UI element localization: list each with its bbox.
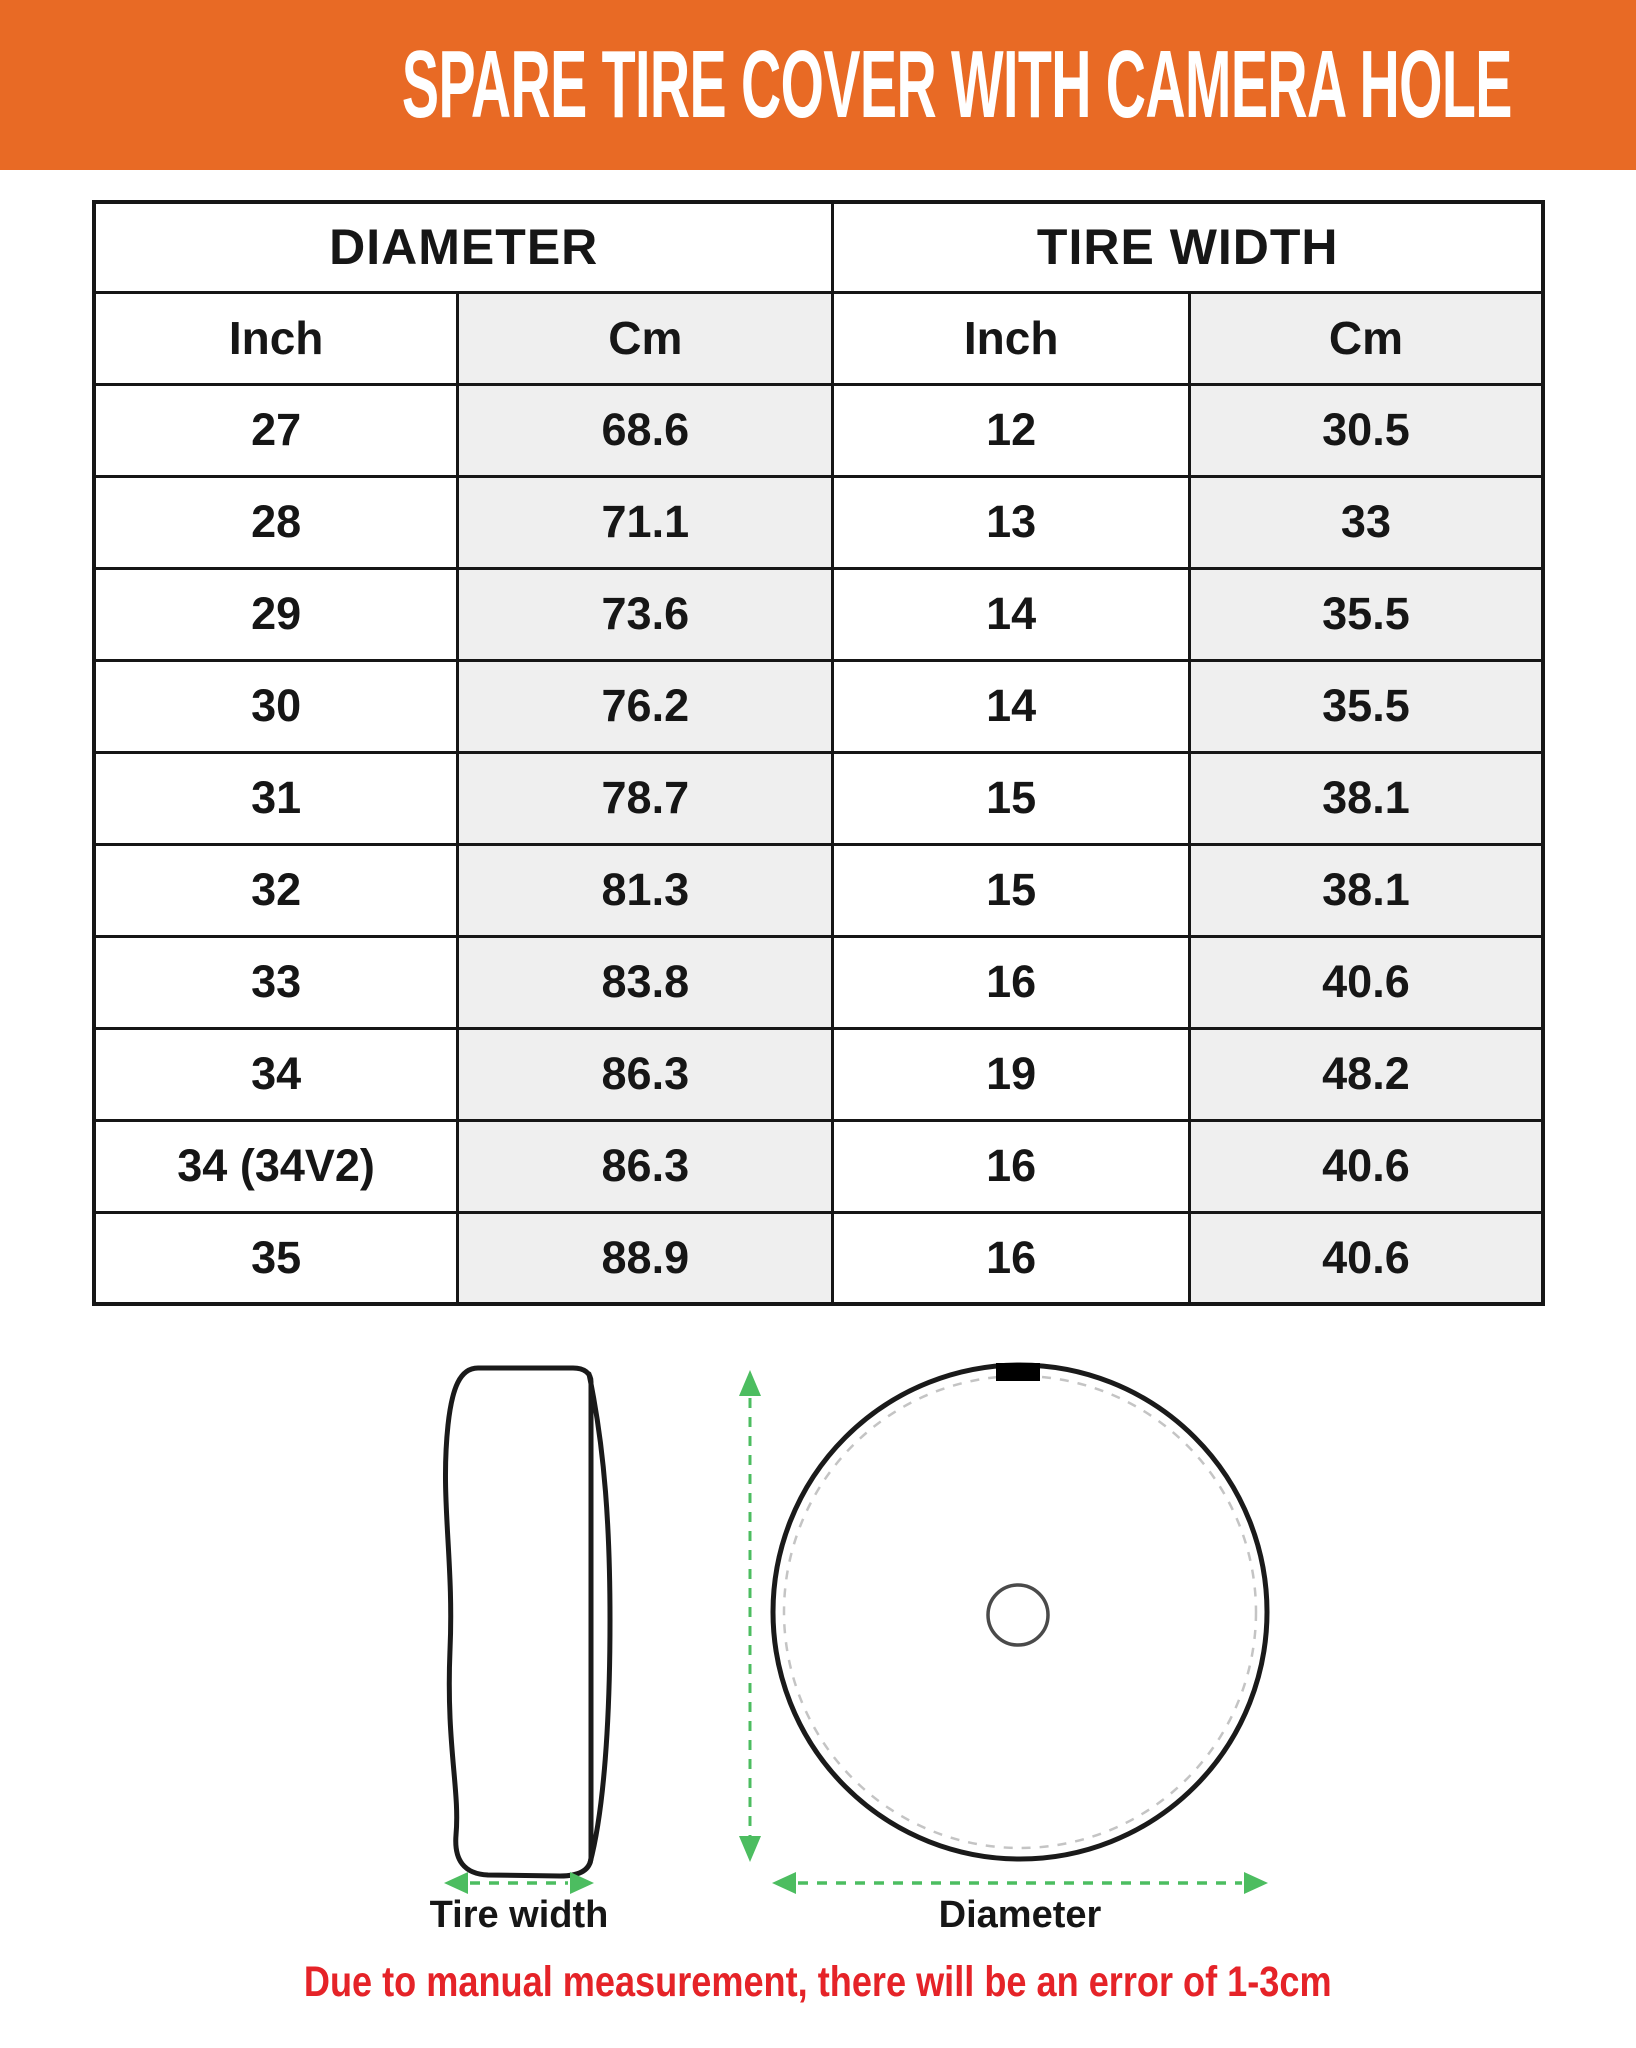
table-cell: 33 [1189,476,1543,568]
table-cell: 29 [94,568,458,660]
table-cell: 35.5 [1189,568,1543,660]
col-header-width-inch: Inch [833,292,1189,384]
tire-width-label: Tire width [429,1894,609,1936]
table-cell: 28 [94,476,458,568]
table-cell: 34 [94,1028,458,1120]
column-header-row [94,292,1543,384]
size-table-body [94,384,1543,1304]
col-header-diameter-inch: Inch [94,292,458,384]
table-cell: 19 [833,1028,1189,1120]
table-cell: 86.3 [458,1120,833,1212]
diameter-label: Diameter [938,1894,1102,1936]
table-cell: 76.2 [458,660,833,752]
measurement-note-text: Due to manual measurement, there will be an error of 1-3cm [304,1958,1332,2006]
hub-hole [988,1585,1048,1645]
table-cell: 15 [833,752,1189,844]
table-cell: 13 [833,476,1189,568]
table-cell: 68.6 [458,384,833,476]
table-cell: 88.9 [458,1212,833,1304]
col-header-diameter-cm: Cm [458,292,833,384]
table-cell: 16 [833,1120,1189,1212]
diameter-arrow [772,1872,1268,1894]
table-cell: 38.1 [1189,844,1543,936]
table-row [94,752,1543,844]
table-cell: 38.1 [1189,752,1543,844]
table-cell: 27 [94,384,458,476]
table-cell: 32 [94,844,458,936]
table-cell: 71.1 [458,476,833,568]
table-cell: 40.6 [1189,1120,1543,1212]
table-cell: 30 [94,660,458,752]
table-row [94,1212,1543,1304]
table-cell: 16 [833,1212,1189,1304]
table-cell: 35.5 [1189,660,1543,752]
table-row [94,1120,1543,1212]
size-chart-table [92,200,1545,1306]
table-cell: 34 (34V2) [94,1120,458,1212]
col-header-width-cm: Cm [1189,292,1543,384]
group-header-row [94,202,1543,292]
measurement-note [0,1958,1636,2007]
page-title: SPARE TIRE COVER WITH CAMERA HOLE [401,31,1512,138]
table-cell: 48.2 [1189,1028,1543,1120]
table-cell: 31 [94,752,458,844]
table-cell: 16 [833,936,1189,1028]
table-row [94,660,1543,752]
header-banner [0,0,1636,170]
table-row [94,1028,1543,1120]
table-cell: 14 [833,568,1189,660]
tire-side-view [445,1368,610,1876]
table-cell: 15 [833,844,1189,936]
table-cell: 40.6 [1189,1212,1543,1304]
measurement-diagram [0,1330,1636,1970]
table-row [94,568,1543,660]
tire-front-view [773,1363,1267,1859]
table-cell: 86.3 [458,1028,833,1120]
table-cell: 73.6 [458,568,833,660]
table-cell: 33 [94,936,458,1028]
table-cell: 83.8 [458,936,833,1028]
table-cell: 14 [833,660,1189,752]
table-cell: 35 [94,1212,458,1304]
table-row [94,384,1543,476]
diameter-group-header: DIAMETER [94,202,833,292]
table-cell: 81.3 [458,844,833,936]
table-cell: 78.7 [458,752,833,844]
table-row [94,936,1543,1028]
table-row [94,844,1543,936]
height-measure-arrow [739,1370,761,1862]
table-cell: 30.5 [1189,384,1543,476]
tire-width-group-header: TIRE WIDTH [833,202,1543,292]
table-cell: 40.6 [1189,936,1543,1028]
camera-hole-marker [996,1363,1040,1381]
table-row [94,476,1543,568]
table-cell: 12 [833,384,1189,476]
